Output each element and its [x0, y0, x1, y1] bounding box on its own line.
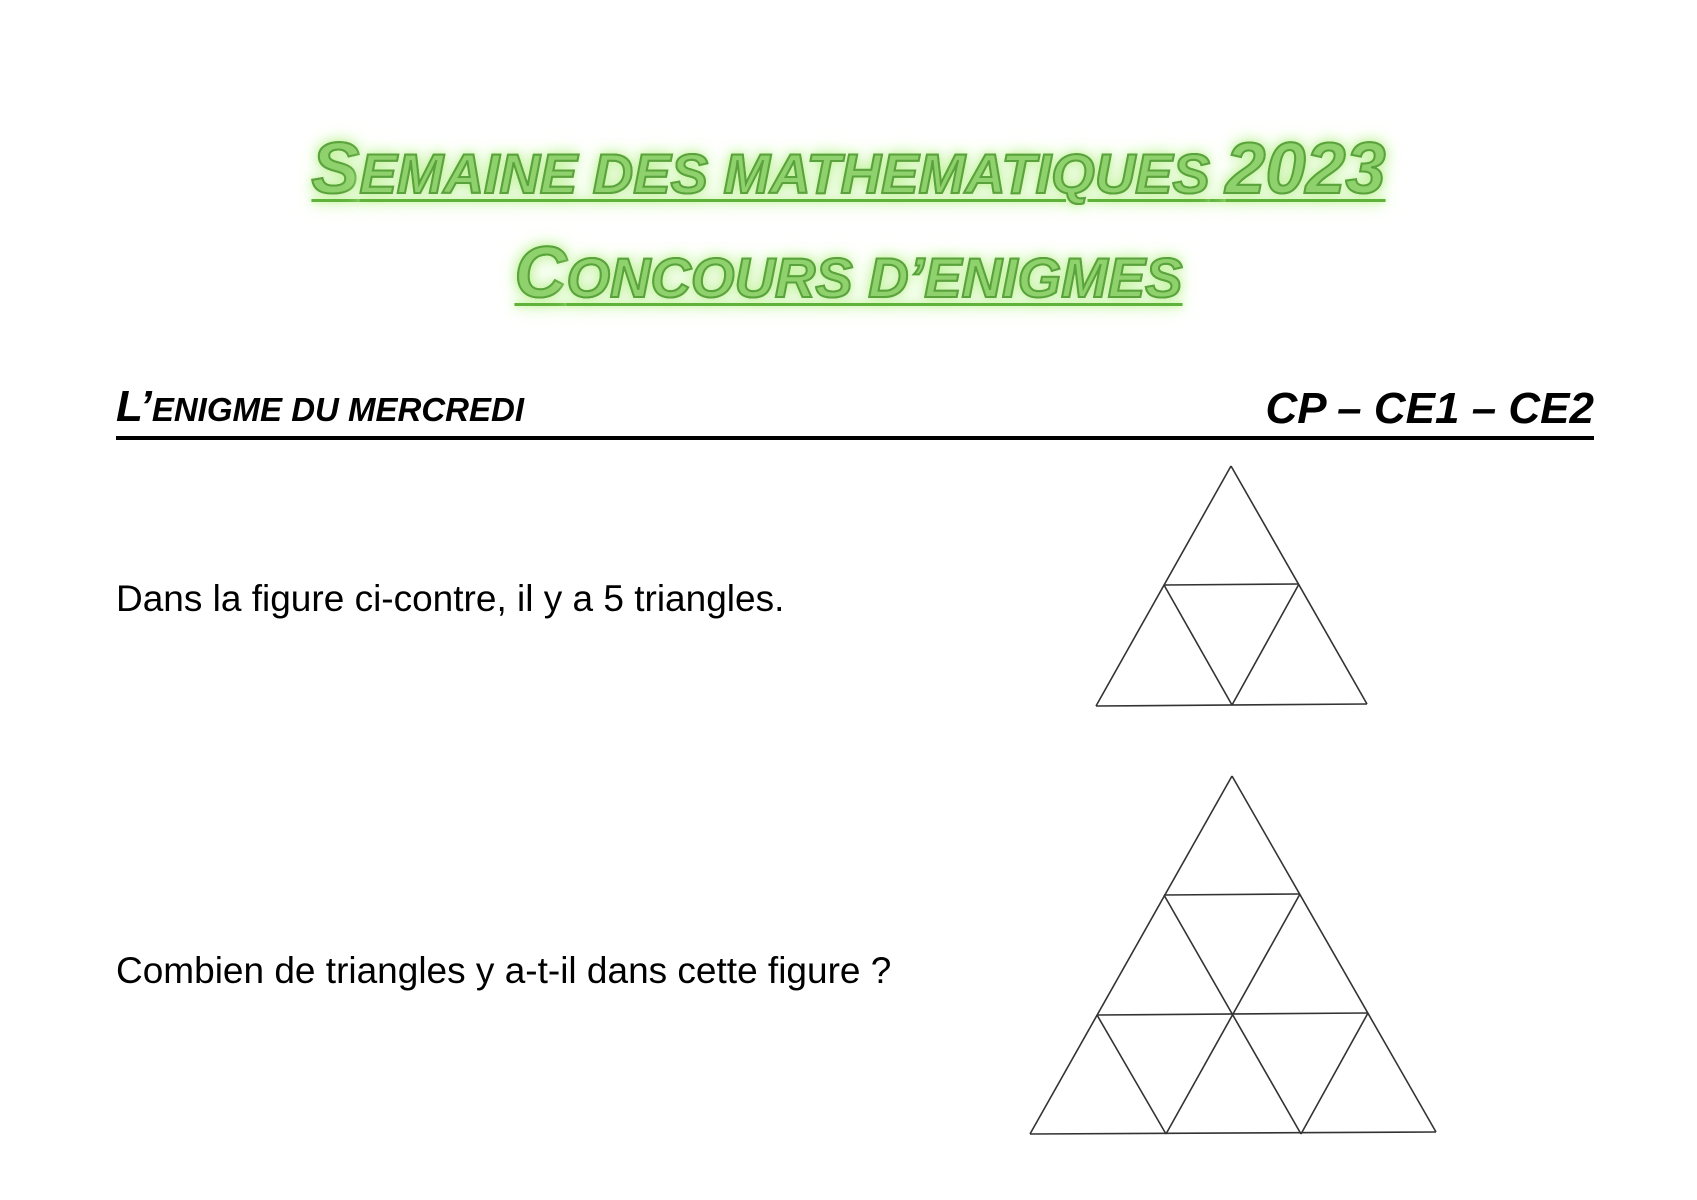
- riddle-day-initial: L’: [116, 382, 152, 431]
- riddle-header: [116, 378, 1594, 440]
- figure2-outer-right: [1232, 776, 1436, 1132]
- riddle-day-label: [116, 382, 524, 432]
- figure1-outer-left: [1096, 466, 1231, 706]
- question-triangle-figure: [1020, 770, 1450, 1145]
- riddle-day-rest: ENIGME DU MERCREDI: [151, 391, 525, 428]
- title-line-2: [0, 232, 1697, 314]
- figure2-base: [1030, 1132, 1436, 1134]
- figure2-outer-left: [1030, 776, 1232, 1134]
- title-line-2-rest: ONCOURS D’ENIGMES: [566, 246, 1183, 309]
- figure2-upper-horizontal: [1164, 894, 1300, 895]
- example-triangle-figure: [1090, 460, 1380, 715]
- figure2-inner-c: [1097, 1015, 1166, 1134]
- statement-text: Dans la figure ci-contre, il y a 5 triangles.: [116, 578, 785, 619]
- figure1-inner-right: [1232, 584, 1299, 705]
- figure1-mid-horizontal: [1164, 584, 1299, 585]
- figure1-inner-left: [1164, 585, 1232, 705]
- title-line-1-rest: EMAINE DES MATHEMATIQUES: [359, 142, 1210, 205]
- grade-levels: CP – CE1 – CE2: [1265, 384, 1594, 433]
- title-line-1: [0, 128, 1697, 210]
- title-year: 2023: [1225, 129, 1386, 209]
- title-line-1-initial: S: [311, 129, 360, 209]
- figure2-inner-d: [1301, 1013, 1368, 1134]
- title-line-2-initial: C: [514, 233, 567, 313]
- question-text: Combien de triangles y a-t-il dans cette figure ?: [116, 950, 892, 991]
